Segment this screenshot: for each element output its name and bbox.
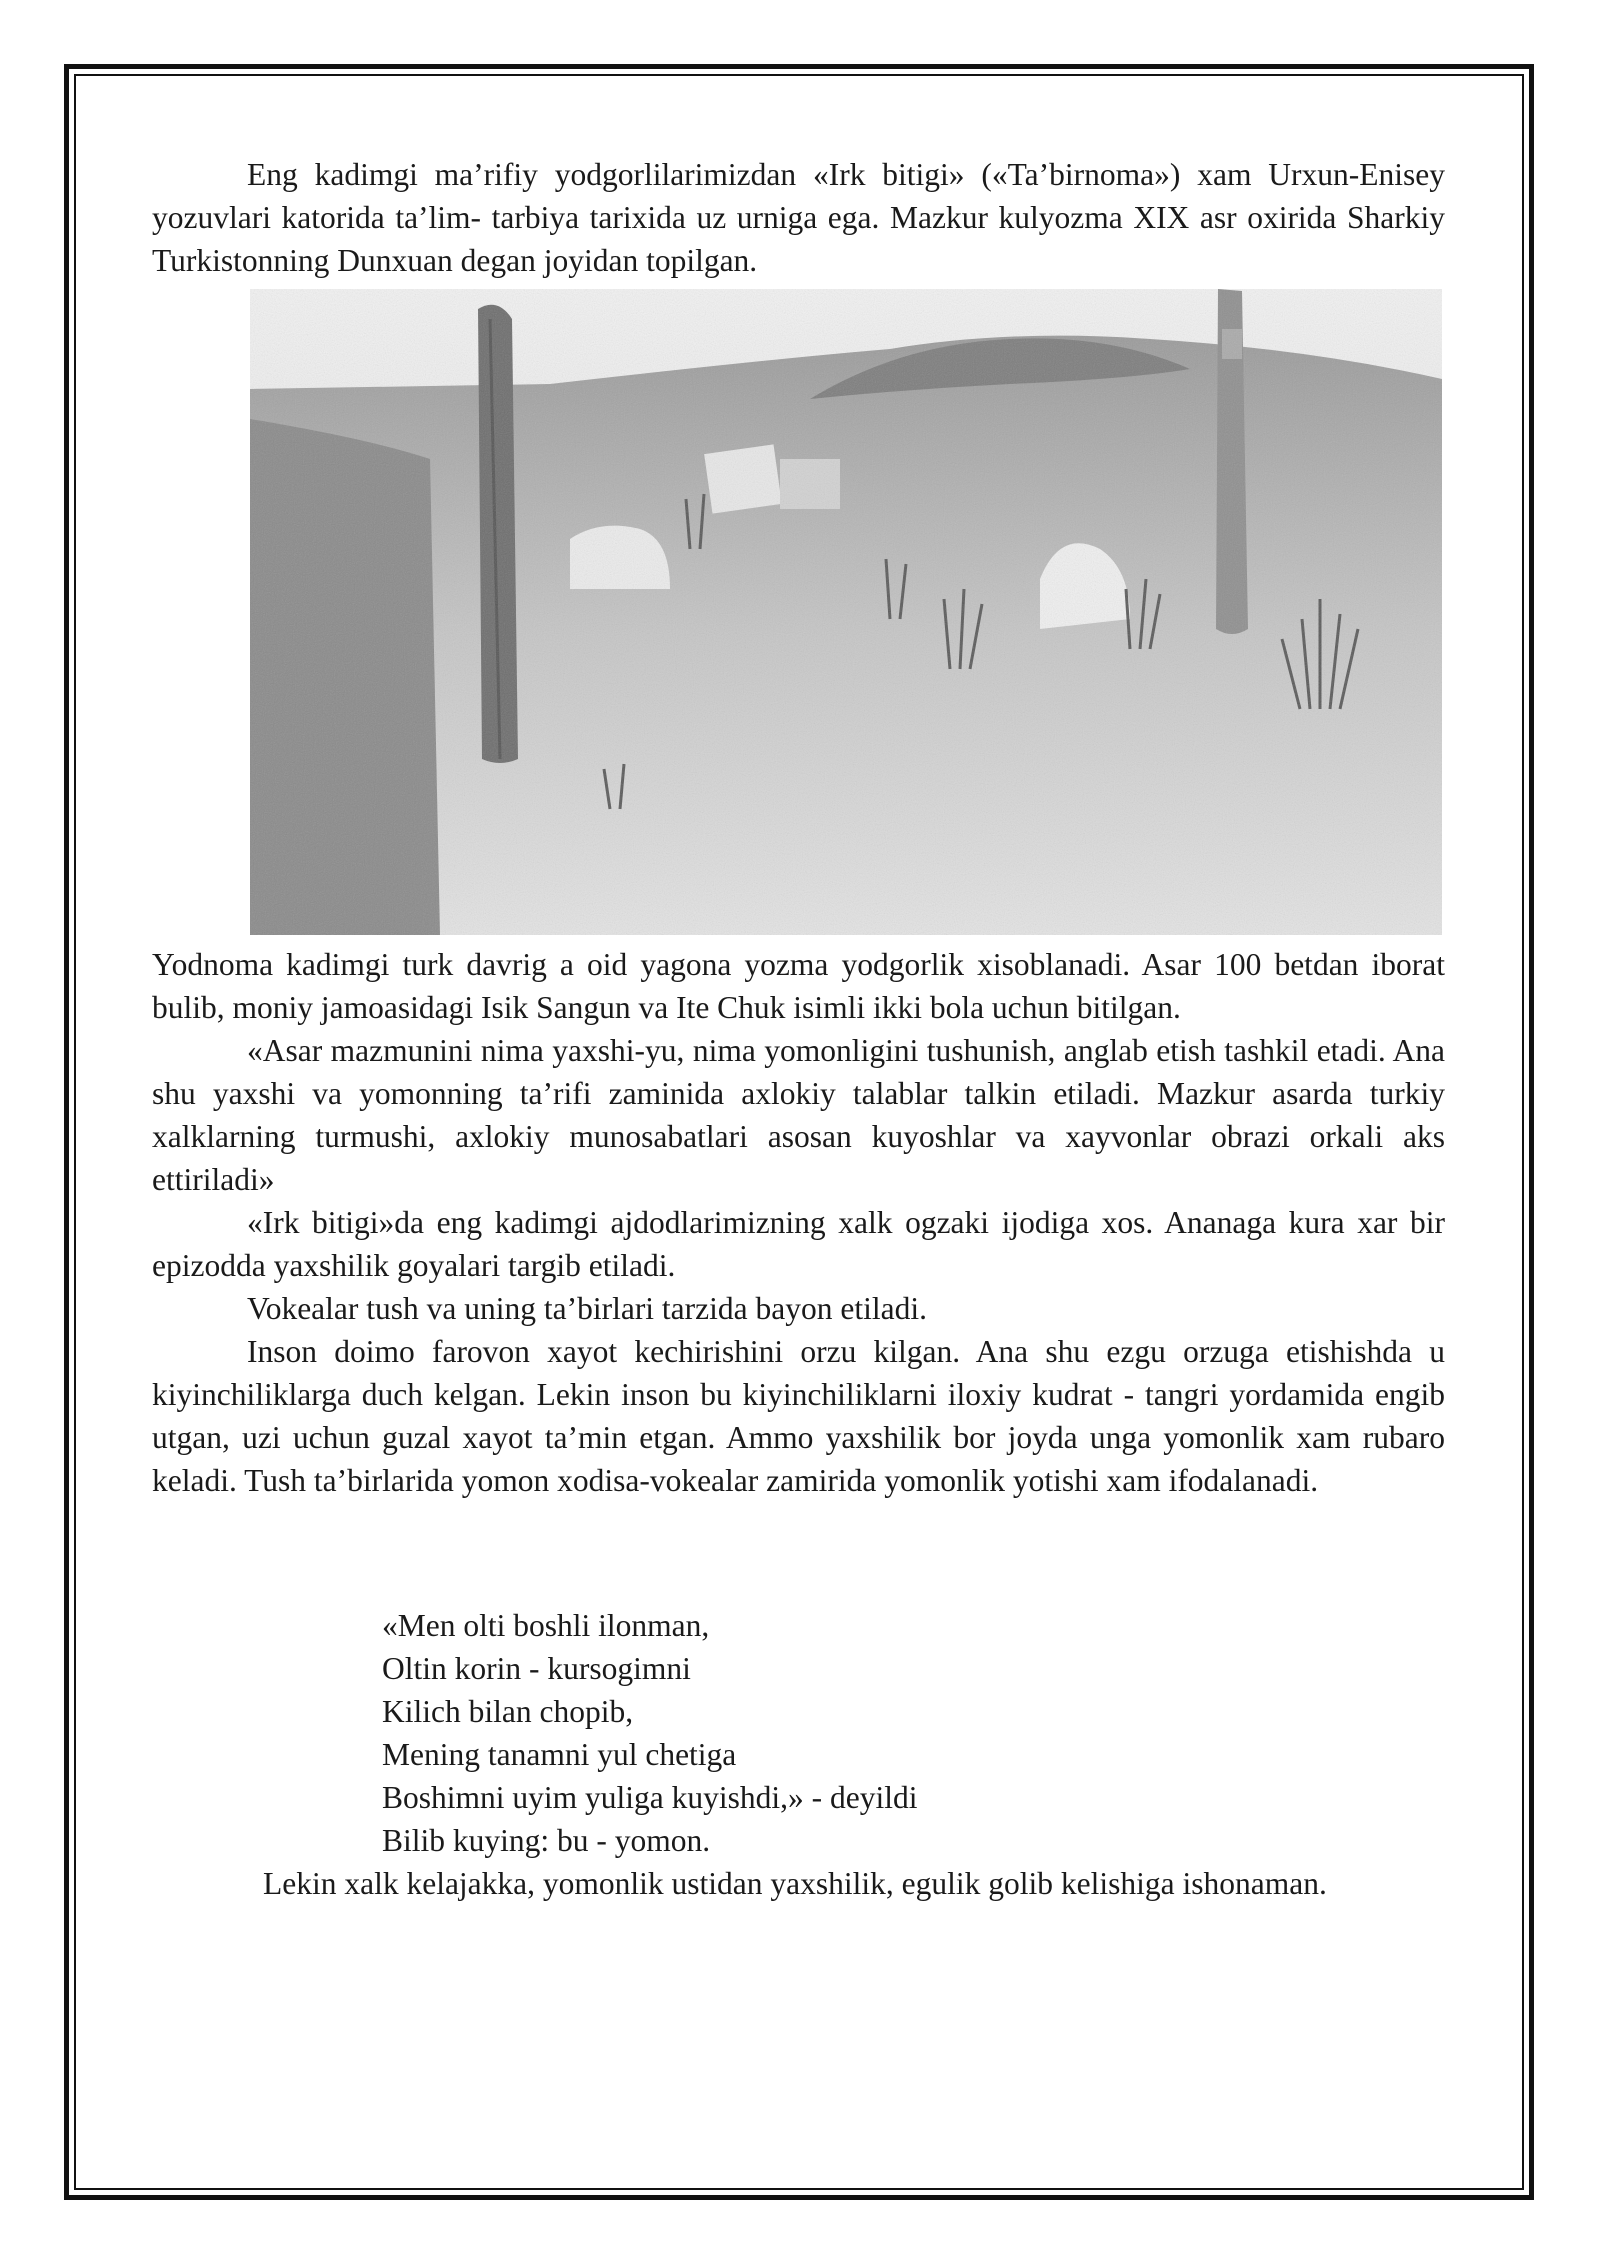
poem-line: Kilich bilan chopib, <box>382 1694 634 1729</box>
poem-block <box>152 1604 1445 1862</box>
paragraph-5: Inson doimo farovon xayot kechirishini orzu kilgan. Ana shu ezgu orzuga etishishda u kiyinchiliklarga duch kelgan. Lekin inson bu kiyinchiliklarni iloxiy kudrat - tangri yordamida engib utgan, uzi uchun guzal xayot ta’min etgan. Ammo yaxshilik bor joyda unga yomonlik xam rubaro keladi. Tush ta’birlarida yomon xodisa-vokealar zamirida yomonlik yotishi xam ifodalanadi. <box>152 1334 1445 1498</box>
intro-paragraph: Eng kadimgi ma’rifiy yodgorlilarimizdan «Irk bitigi» («Ta’birnoma») xam Urxun-Enisey yozuvlari katorida ta’lim- tarbiya tarixida uz urniga ega. Mazkur kulyozma XIX asr oxirida Sharkiy Turkistonning Dunxuan degan joyidan topilgan. <box>152 157 1445 278</box>
poem-line: Bilib kuying: bu - yomon. <box>382 1823 711 1858</box>
paragraph-1: Yodnoma kadimgi turk davrig a oid yagona yozma yodgorlik xisoblanadi. Asar 100 betdan iborat bulib, moniy jamoasidagi Isik Sangun va Ite Chuk isimli ikki bola uchun bitilgan. <box>152 947 1445 1025</box>
poem-line: Boshimni uyim yuliga kuyishdi,» - deyildi <box>382 1780 918 1815</box>
closing-paragraph: Lekin xalk kelajakka, yomonlik ustidan yaxshilik, egulik golib kelishiga ishonaman. <box>263 1866 1327 1901</box>
poem-line: Oltin korin - kursogimni <box>382 1651 691 1686</box>
paragraph-4: Vokealar tush va uning ta’birlari tarzida bayon etiladi. <box>247 1291 927 1326</box>
poem-line: Mening tanamni yul chetiga <box>382 1737 737 1772</box>
poem-line: «Men olti boshli ilonman, <box>382 1608 710 1643</box>
paragraph-2: «Asar mazmunini nima yaxshi-yu, nima yomonligini tushunish, anglab etish tashkil etadi. Ana shu yaxshi va yomonning ta’rifi zaminida axlokiy talablar talkin etiladi. Mazkur asarda turkiy xalklarning turmushi, axlokiy munosabatlari asosan kuyoshlar va xayvonlar obrazi orkali aks ettiriladi» <box>152 1033 1445 1197</box>
page-content <box>152 153 1445 1905</box>
steppe-stele-photo <box>250 289 1442 935</box>
paragraph-3: «Irk bitigi»da eng kadimgi ajdodlarimizning xalk ogzaki ijodiga xos. Ananaga kura xar bir epizodda yaxshilik goyalari targib etiladi. <box>152 1205 1445 1283</box>
